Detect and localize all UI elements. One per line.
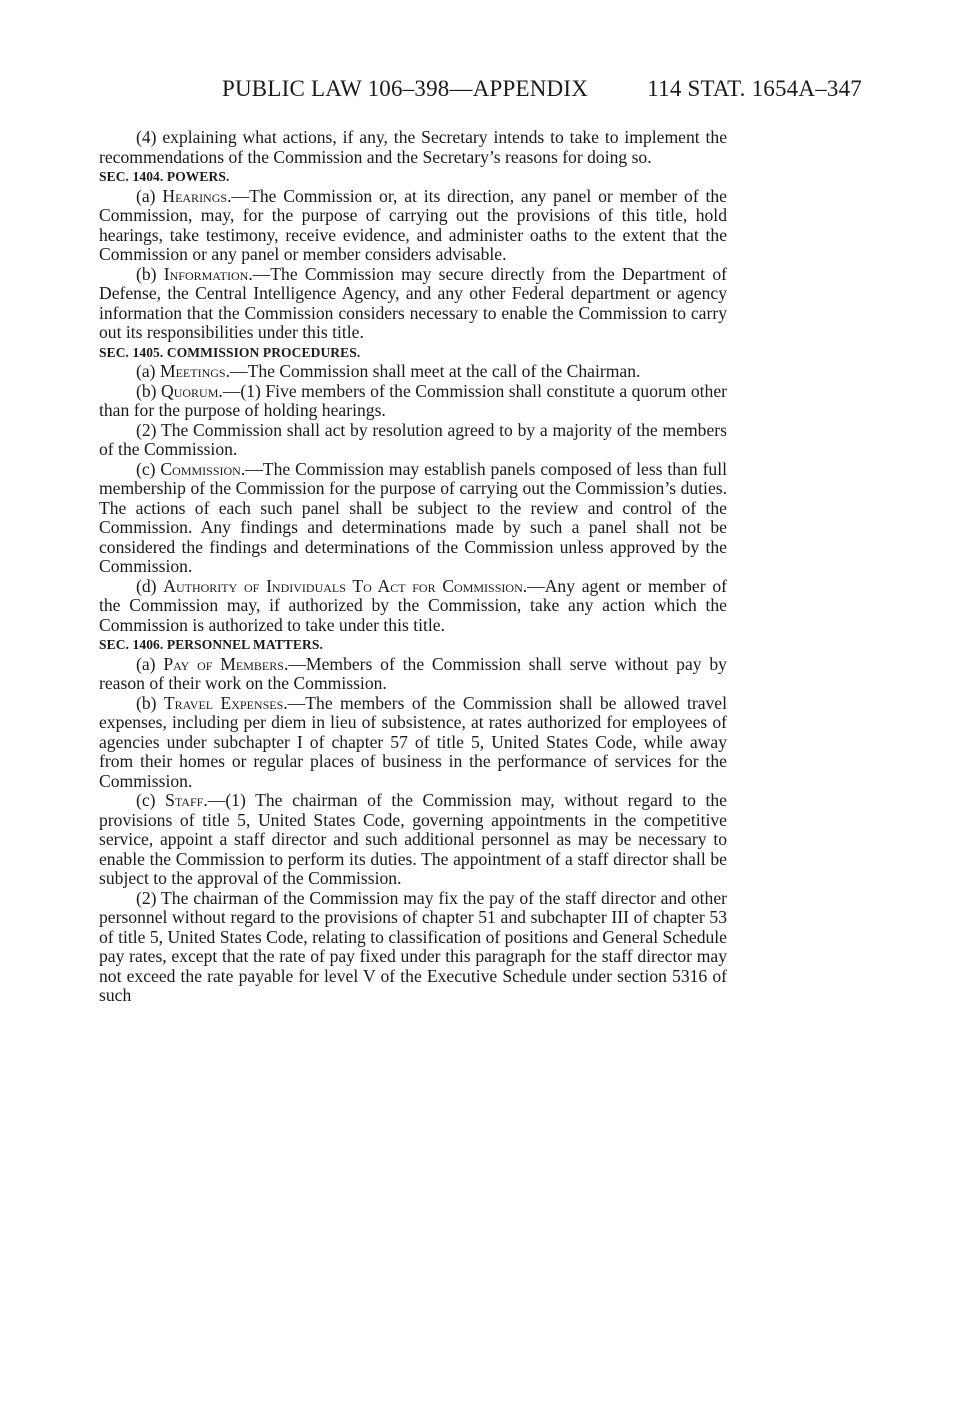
authority-text: .—Any agent or member of the Commission may, if authorized by the Commission, take any action which the Commission is authorized to take under this title.: [99, 575, 727, 635]
meetings-text: .—The Commission shall meet at the call of the Chairman.: [225, 361, 641, 381]
pay-text: .—Members of the Commission shall serve without pay by reason of their work on the Commission.: [99, 653, 727, 693]
commission-title: Commission: [160, 458, 241, 479]
paragraph-quorum: [99, 382, 727, 421]
commission-text: .—The Commission may establish panels composed of less than full membership of the Commission for the purpose of carrying out the Commission’s duties. The actions of each such panel shall be subject to the review and control of the Commission. Any findings and determinations made by such a panel shall not be considered the findings and determinations of the Commission unless approved by the Commission.: [99, 458, 727, 576]
quorum-title: Quorum: [161, 380, 219, 401]
travel-text: .—The members of the Commission shall be allowed travel expenses, including per diem in lieu of subsistence, at rates authorized for employees of agencies under subchapter I of chapter 57 of title 5, United States Code, while away from their homes or regular places of business in the performance of services for the Commission.: [99, 692, 727, 791]
information-label: (b): [136, 263, 164, 284]
meetings-title: Meetings: [159, 361, 226, 381]
staff-title: Staff: [165, 790, 204, 810]
section-1406-heading: SEC. 1406. PERSONNEL MATTERS.: [99, 637, 323, 652]
paragraph-commission-panels: [99, 460, 727, 577]
hearings-title: Hearings: [162, 185, 228, 206]
section-1405-heading: SEC. 1405. COMMISSION PROCEDURES.: [99, 344, 361, 360]
staff-text: .—(1) The chairman of the Commission may, without regard to the provisions of title 5, United States Code, governing appointments in the competitive service, appoint a staff director and such additional personnel as may be necessary to enable the Commission to perform its duties. The appointment of a staff director shall be subject to the approval of the Commission.: [99, 790, 727, 888]
staff-label: (c): [136, 790, 166, 810]
hearings-label: (a): [136, 185, 163, 206]
information-text: .—The Commission may secure directly from the Department of Defense, the Central Intelligence Agency, and any other Federal department or agency information that the Commission considers necessary to enable the Commission to carry out its responsibilities under this title.: [99, 263, 727, 342]
paragraph-staff: [99, 791, 727, 889]
pay-label: (a): [136, 653, 164, 674]
paragraph-information: [99, 265, 727, 343]
travel-title: Travel Expenses: [163, 692, 284, 713]
quorum-text: .—(1) Five members of the Commission shall constitute a quorum other than for the purpose of holding hearings.: [99, 380, 728, 420]
quorum-label: (b): [136, 380, 162, 401]
header-law-title: PUBLIC LAW 106–398—APPENDIX: [222, 76, 589, 101]
paragraph-authority: [99, 577, 727, 636]
travel-label: (b): [136, 692, 164, 713]
paragraph-staff-2: (2) The chairman of the Commission may fix the pay of the staff director and other personnel without regard to the provisions of chapter 51 and subchapter III of chapter 53 of title 5, United States Code, relating to classification of positions and General Schedule pay rates, except that the rate of pay fixed under this paragraph for the staff director may not exceed the rate payable for level V of the Executive Schedule under section 5316 of such: [99, 887, 727, 1005]
paragraph-hearings: [99, 187, 727, 265]
paragraph-quorum-2: (2) The Commission shall act by resolution agreed to by a majority of the members of the Commission.: [99, 419, 727, 459]
commission-label: (c): [136, 458, 161, 479]
pay-title: Pay of Members: [163, 653, 284, 674]
information-title: Information: [163, 263, 249, 284]
paragraph-travel-expenses: [99, 694, 727, 792]
header-stat-citation: 114 STAT. 1654A–347: [647, 76, 862, 101]
paragraph-pay-of-members: [99, 655, 727, 694]
authority-title: Authority of Individuals To Act for Commission: [163, 575, 523, 596]
paragraph-meetings: [99, 362, 727, 382]
section-1404-heading: SEC. 1404. POWERS.: [99, 169, 230, 184]
authority-label: (d): [136, 575, 164, 596]
meetings-label: (a): [136, 361, 160, 381]
document-body: [99, 128, 727, 1006]
paragraph-item-4: (4) explaining what actions, if any, the Secretary intends to take to implement the recommendations of the Commission and the Secretary’s reasons for doing so.: [99, 127, 727, 167]
hearings-text: .—The Commission or, at its direction, any panel or member of the Commission, may, for the purpose of carrying out the provisions of this title, hold hearings, take testimony, receive evidence, and administer oaths to the extent that the Commission or any panel or member considers advisable.: [99, 185, 727, 264]
